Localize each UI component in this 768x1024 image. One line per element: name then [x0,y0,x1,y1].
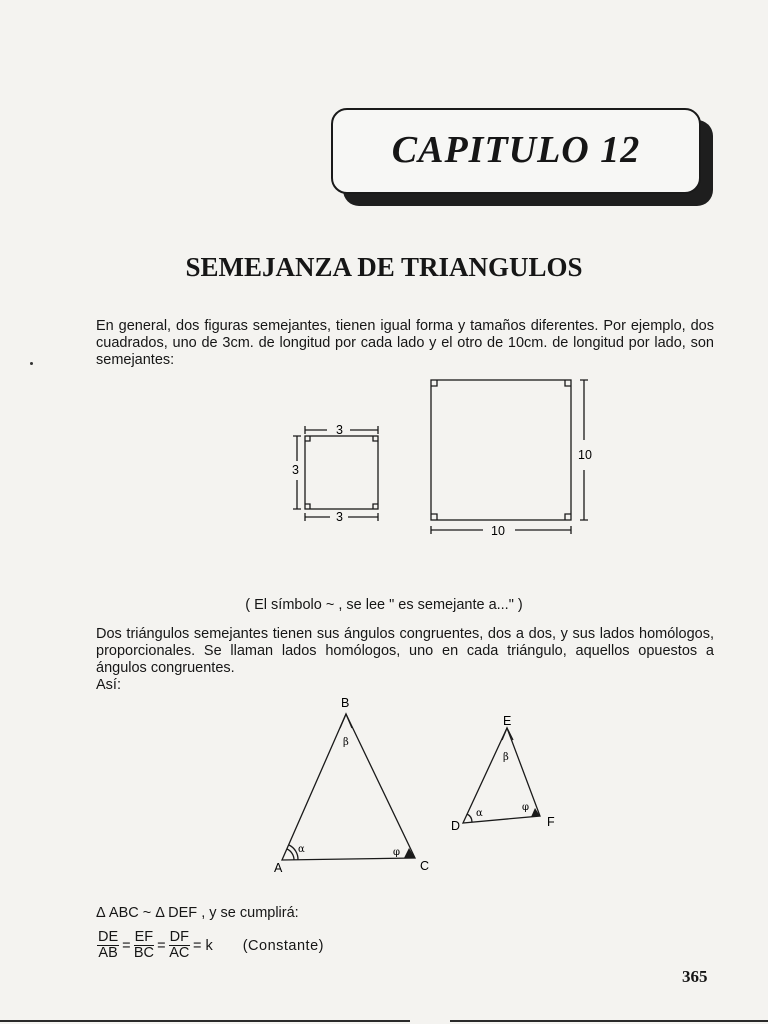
large-right-label: 10 [578,448,592,462]
equals-sign: = [157,937,166,954]
fraction-denominator: AC [169,945,190,961]
equals-sign: = [122,937,131,954]
fraction-denominator: AB [98,945,118,961]
small-left-label: 3 [292,463,299,477]
angle-b-mark [340,714,352,728]
fraction-df-ac [169,930,190,961]
fraction-de-ab [97,930,119,961]
large-square-corners [431,380,571,520]
vertex-d: D [451,819,461,833]
vertex-e: E [503,714,512,728]
triangles-paragraph: Dos triángulos semejantes tienen sus ángulos congruentes, dos a dos, y sus lados homólogos, proporcionales. Se llaman lados homólogos, uno en cada triángulo, aquellos opuestos a ángulos congruentes. [96,626,714,676]
fraction-numerator: DF [169,929,189,945]
bottom-rule [450,1020,768,1022]
proportion-formula [96,930,324,961]
chapter-banner [331,108,701,194]
angle-f-label: φ [522,802,530,813]
squares-diagram [0,370,768,550]
angle-a-label: α [298,844,305,855]
bottom-rule [0,1020,410,1022]
stray-mark [30,362,33,365]
vertex-c: C [420,859,430,873]
angle-b-label: β [343,737,349,748]
constant-label: (Constante) [242,937,324,954]
small-bottom-label: 3 [336,510,343,524]
section-title: SEMEJANZA DE TRIANGULOS [185,252,583,282]
angle-a-mark [287,849,294,860]
vertex-b: B [341,696,350,710]
small-square [305,436,378,509]
fraction-denominator: BC [133,945,154,961]
equals-k: = k [192,937,213,954]
angle-e-label: β [503,752,509,763]
angle-c-label: φ [393,847,401,858]
small-square-corners [305,436,378,509]
chapter-title: CAPITULO 12 [391,129,641,171]
fraction-numerator: EF [134,929,154,945]
triangles-diagram [0,692,768,882]
angle-d-mark [467,814,472,822]
triangle-abc [282,714,415,860]
small-top-label: 3 [336,423,343,437]
similarity-statement: Δ ABC ~ Δ DEF , y se cumplirá: [96,905,299,921]
symbol-note: ( El símbolo ~ , se lee " es semejante a..." ) [245,597,523,613]
intro-paragraph: En general, dos figuras semejantes, tienen igual forma y tamaños diferentes. Por ejemplo, dos cuadrados, uno de 3cm. de longitud por cada lado y el otro de 10cm. de longitud por lado, son semejantes: [96,318,714,368]
large-bottom-label: 10 [491,524,505,538]
large-square [431,380,571,520]
angle-c-mark [404,848,415,858]
fraction-numerator: DE [98,929,119,945]
angle-d-label: α [476,808,483,819]
vertex-a: A [274,861,283,875]
fraction-ef-bc [134,930,155,961]
vertex-f: F [547,815,555,829]
asi-label: Así: [96,677,121,693]
page-number: 365 [682,967,708,986]
